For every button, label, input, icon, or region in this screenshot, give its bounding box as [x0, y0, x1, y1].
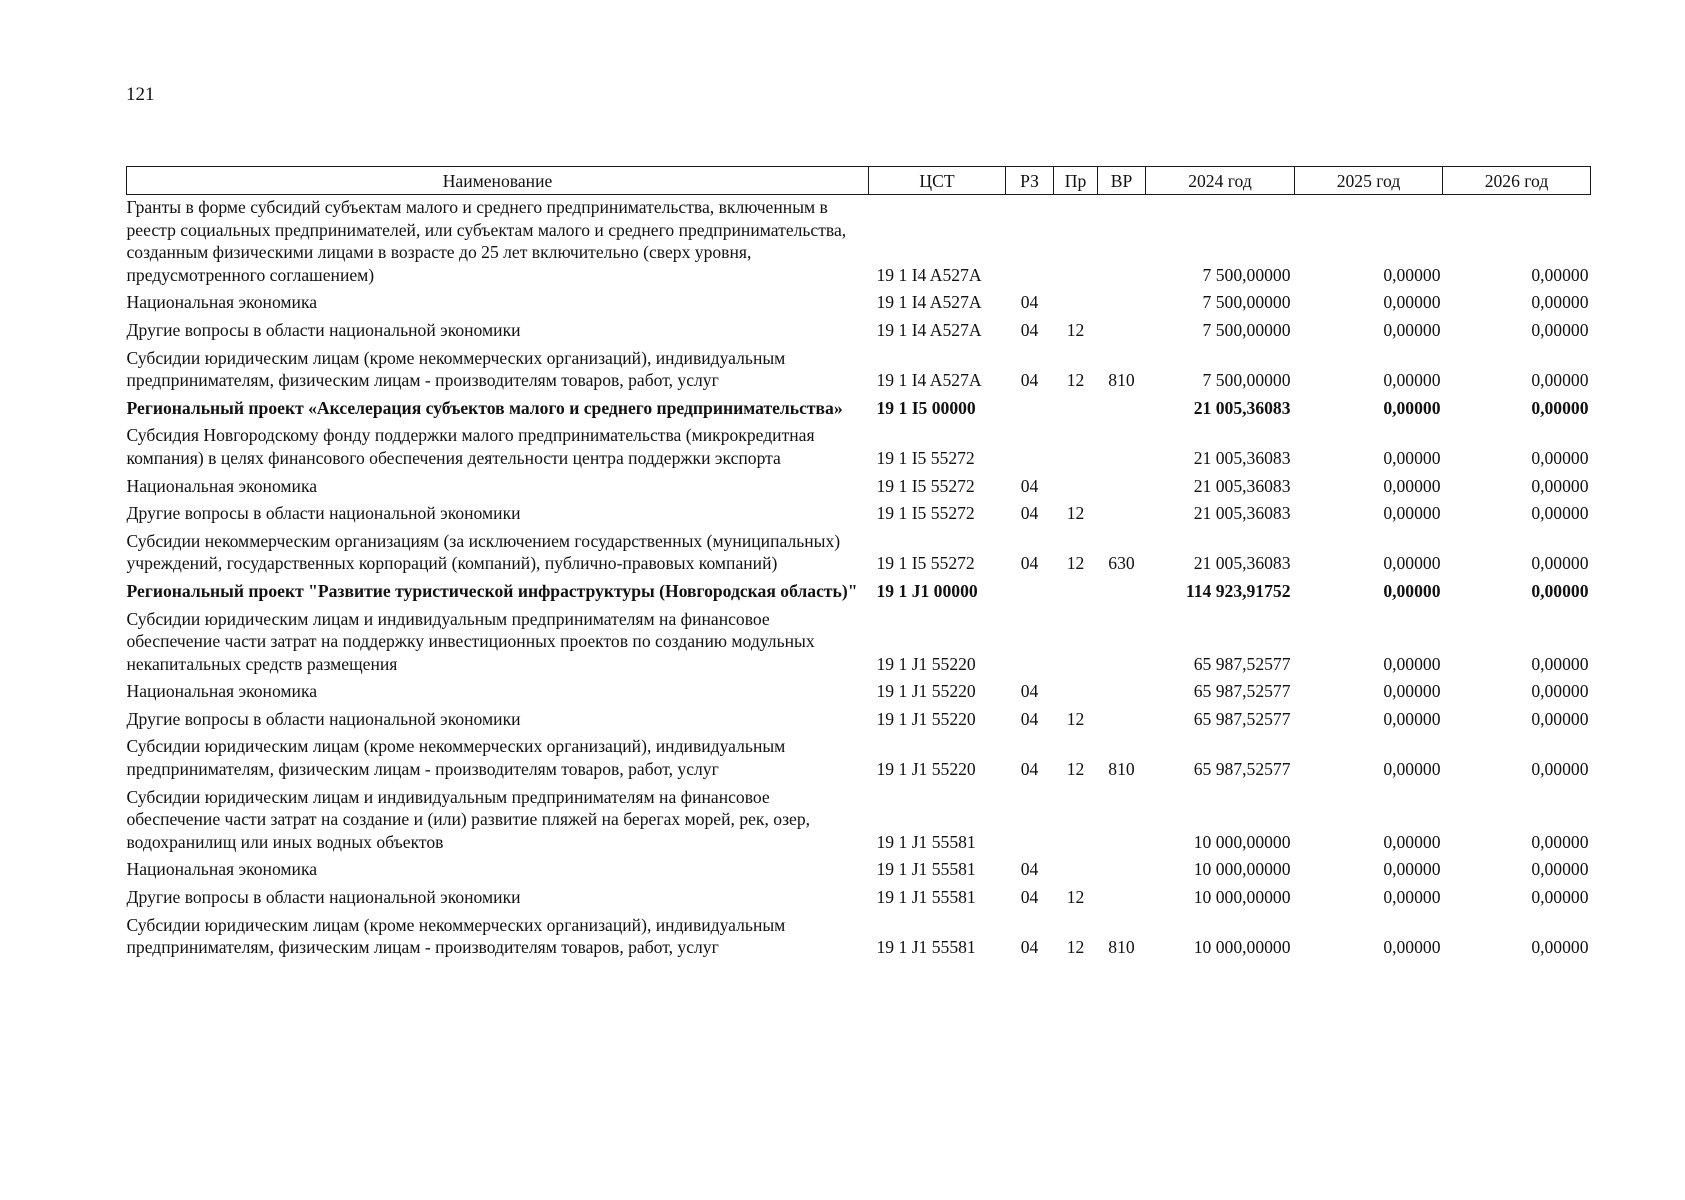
row-name: Национальная экономика [126, 292, 318, 313]
row-cst: 19 1 J1 55581 [876, 859, 976, 880]
row-amount-2026: 0,00000 [1531, 264, 1589, 285]
row-amount-2025: 0,00000 [1383, 580, 1441, 601]
row-pr: 12 [1066, 370, 1085, 391]
row-vr: 810 [1108, 937, 1135, 958]
row-amount-2024: 21 005,36083 [1193, 475, 1291, 496]
row-pr [1054, 474, 1098, 502]
row-amount-2025: 0,00000 [1383, 759, 1441, 780]
row-vr [1098, 195, 1146, 291]
row-rz: 04 [1020, 475, 1039, 496]
row-amount-2026: 0,00000 [1531, 831, 1589, 852]
row-amount-2026: 0,00000 [1531, 887, 1589, 908]
header-rz: РЗ [1006, 167, 1054, 195]
row-amount-2024: 7 500,00000 [1202, 370, 1291, 391]
row-amount-2026: 0,00000 [1531, 370, 1589, 391]
row-rz: 04 [1020, 503, 1039, 524]
row-amount-2024: 65 987,52577 [1193, 759, 1291, 780]
row-cst: 19 1 I5 55272 [876, 553, 975, 574]
row-vr [1098, 396, 1146, 424]
row-amount-2024: 10 000,00000 [1193, 887, 1291, 908]
row-vr [1098, 579, 1146, 607]
budget-table [126, 166, 1591, 963]
row-amount-2026: 0,00000 [1531, 937, 1589, 958]
table-row [127, 679, 1591, 707]
row-amount-2024: 21 005,36083 [1193, 447, 1291, 468]
row-pr [1054, 679, 1098, 707]
table-row [127, 195, 1591, 291]
row-amount-2024: 7 500,00000 [1202, 319, 1291, 340]
row-amount-2024: 65 987,52577 [1193, 708, 1291, 729]
row-vr [1098, 607, 1146, 680]
row-amount-2025: 0,00000 [1383, 370, 1441, 391]
table-row [127, 885, 1591, 913]
row-name: Региональный проект "Развитие туристической инфраструктуры (Новгородская область)" [126, 580, 858, 601]
row-amount-2026: 0,00000 [1531, 397, 1589, 418]
header-name: Наименование [127, 167, 869, 195]
row-pr: 12 [1066, 503, 1085, 524]
row-amount-2026: 0,00000 [1531, 319, 1589, 340]
row-amount-2024: 21 005,36083 [1193, 553, 1291, 574]
row-name: Субсидии некоммерческим организациям (за исключением государственных (муниципальных) учреждений, государственных корпораций (компаний), публично-правовых компаний) [126, 530, 841, 574]
row-name: Региональный проект «Акселерация субъектов малого и среднего предпринимательства» [126, 397, 843, 418]
row-name: Гранты в форме субсидий субъектам малого и среднего предпринимательства, включенным в реестр социальных предпринимателей, или субъектам малого и среднего предпринимательства, созданным физическими лицами в возрасте до 25 лет включительно (сверх уровня, предусмотренного соглашением) [126, 197, 847, 285]
row-pr [1054, 579, 1098, 607]
header-cst: ЦСТ [869, 167, 1006, 195]
row-rz [1006, 195, 1054, 291]
row-rz: 04 [1020, 292, 1039, 313]
row-amount-2026: 0,00000 [1531, 292, 1589, 313]
row-vr [1098, 885, 1146, 913]
row-pr [1054, 423, 1098, 473]
row-pr: 12 [1066, 937, 1085, 958]
row-pr: 12 [1066, 319, 1085, 340]
table-row [127, 346, 1591, 396]
table-row [127, 579, 1591, 607]
row-amount-2024: 114 923,91752 [1185, 580, 1291, 601]
row-amount-2025: 0,00000 [1383, 681, 1441, 702]
row-amount-2024: 10 000,00000 [1193, 937, 1291, 958]
row-rz: 04 [1020, 681, 1039, 702]
row-amount-2025: 0,00000 [1383, 292, 1441, 313]
row-pr [1054, 785, 1098, 858]
row-pr [1054, 290, 1098, 318]
table-row [127, 913, 1591, 963]
row-pr: 12 [1066, 759, 1085, 780]
table-row [127, 734, 1591, 784]
row-name: Субсидии юридическим лицам (кроме некоммерческих организаций), индивидуальным предпринимателям, физическим лицам - производителям товаров, работ, услуг [126, 736, 786, 780]
row-amount-2024: 7 500,00000 [1202, 292, 1291, 313]
row-amount-2025: 0,00000 [1383, 831, 1441, 852]
row-amount-2026: 0,00000 [1531, 553, 1589, 574]
row-amount-2026: 0,00000 [1531, 475, 1589, 496]
row-vr: 630 [1108, 553, 1135, 574]
row-amount-2024: 10 000,00000 [1193, 859, 1291, 880]
row-rz: 04 [1020, 319, 1039, 340]
row-name: Субсидии юридическим лицам (кроме некоммерческих организаций), индивидуальным предпринимателям, физическим лицам - производителям товаров, работ, услуг [126, 347, 786, 391]
row-name: Другие вопросы в области национальной экономики [126, 708, 521, 729]
header-year-2026: 2026 год [1443, 167, 1591, 195]
header-year-2025: 2025 год [1295, 167, 1443, 195]
row-amount-2025: 0,00000 [1383, 859, 1441, 880]
row-amount-2024: 10 000,00000 [1193, 831, 1291, 852]
row-amount-2026: 0,00000 [1531, 447, 1589, 468]
table-row [127, 474, 1591, 502]
row-pr [1054, 857, 1098, 885]
row-vr [1098, 318, 1146, 346]
row-rz [1006, 423, 1054, 473]
header-vr: ВР [1098, 167, 1146, 195]
row-name: Другие вопросы в области национальной экономики [126, 887, 521, 908]
row-name: Национальная экономика [126, 859, 318, 880]
row-amount-2025: 0,00000 [1383, 264, 1441, 285]
row-amount-2025: 0,00000 [1383, 475, 1441, 496]
row-amount-2026: 0,00000 [1531, 503, 1589, 524]
row-pr [1054, 195, 1098, 291]
row-rz: 04 [1020, 708, 1039, 729]
row-pr: 12 [1066, 887, 1085, 908]
row-name: Субсидии юридическим лицам и индивидуальным предпринимателям на финансовое обеспечение части затрат на создание и (или) развитие пляжей на берегах морей, рек, озер, водохранилищ или иных водных объектов [126, 786, 811, 852]
row-rz: 04 [1020, 759, 1039, 780]
row-cst: 19 1 J1 55220 [876, 681, 976, 702]
row-amount-2026: 0,00000 [1531, 580, 1589, 601]
row-rz: 04 [1020, 370, 1039, 391]
row-amount-2026: 0,00000 [1531, 859, 1589, 880]
row-amount-2025: 0,00000 [1383, 708, 1441, 729]
row-cst: 19 1 I4 A527A [876, 264, 982, 285]
row-cst: 19 1 J1 55581 [876, 831, 976, 852]
row-cst: 19 1 J1 55581 [876, 887, 976, 908]
row-cst: 19 1 I4 A527A [876, 292, 982, 313]
row-vr: 810 [1108, 370, 1135, 391]
table-row [127, 607, 1591, 680]
row-cst: 19 1 I5 00000 [876, 397, 976, 418]
row-vr: 810 [1108, 759, 1135, 780]
row-amount-2025: 0,00000 [1383, 503, 1441, 524]
row-rz: 04 [1020, 887, 1039, 908]
row-cst: 19 1 I4 A527A [876, 319, 982, 340]
row-rz: 04 [1020, 859, 1039, 880]
row-pr: 12 [1066, 708, 1085, 729]
row-pr [1054, 607, 1098, 680]
row-rz: 04 [1020, 553, 1039, 574]
row-vr [1098, 785, 1146, 858]
row-vr [1098, 474, 1146, 502]
table-row [127, 396, 1591, 424]
row-name: Субсидия Новгородскому фонду поддержки малого предпринимательства (микрокредитная компания) в целях финансового обеспечения деятельности центра поддержки экспорта [126, 425, 815, 468]
row-name: Национальная экономика [126, 681, 318, 702]
page-number: 121 [126, 84, 155, 105]
row-amount-2026: 0,00000 [1531, 653, 1589, 674]
row-cst: 19 1 J1 55220 [876, 708, 976, 729]
row-pr: 12 [1066, 553, 1085, 574]
row-name: Другие вопросы в области национальной экономики [126, 319, 521, 340]
row-vr [1098, 501, 1146, 529]
row-cst: 19 1 J1 00000 [876, 580, 978, 601]
row-pr [1054, 396, 1098, 424]
row-cst: 19 1 I5 55272 [876, 447, 975, 468]
row-vr [1098, 679, 1146, 707]
row-name: Субсидии юридическим лицам (кроме некоммерческих организаций), индивидуальным предпринимателям, физическим лицам - производителям товаров, работ, услуг [126, 914, 786, 958]
row-amount-2024: 7 500,00000 [1202, 264, 1291, 285]
row-amount-2025: 0,00000 [1383, 319, 1441, 340]
row-cst: 19 1 I5 55272 [876, 503, 975, 524]
table-row [127, 857, 1591, 885]
row-amount-2025: 0,00000 [1383, 653, 1441, 674]
row-amount-2025: 0,00000 [1383, 937, 1441, 958]
row-rz [1006, 607, 1054, 680]
row-cst: 19 1 I5 55272 [876, 475, 975, 496]
row-amount-2024: 65 987,52577 [1193, 653, 1291, 674]
table-row [127, 529, 1591, 579]
row-amount-2026: 0,00000 [1531, 759, 1589, 780]
header-pr: Пр [1054, 167, 1098, 195]
row-vr [1098, 707, 1146, 735]
row-rz [1006, 396, 1054, 424]
table-row [127, 318, 1591, 346]
table-body [127, 195, 1591, 963]
row-amount-2025: 0,00000 [1383, 447, 1441, 468]
row-amount-2026: 0,00000 [1531, 708, 1589, 729]
row-name: Другие вопросы в области национальной экономики [126, 503, 521, 524]
table-row [127, 423, 1591, 473]
row-amount-2024: 21 005,36083 [1193, 503, 1291, 524]
row-name: Субсидии юридическим лицам и индивидуальным предпринимателям на финансовое обеспечение части затрат на поддержку инвестиционных проектов по созданию модульных некапитальных средств размещения [126, 608, 815, 674]
table-row [127, 501, 1591, 529]
row-amount-2025: 0,00000 [1383, 887, 1441, 908]
row-amount-2026: 0,00000 [1531, 681, 1589, 702]
row-rz [1006, 579, 1054, 607]
row-cst: 19 1 J1 55220 [876, 759, 976, 780]
table-row [127, 707, 1591, 735]
row-amount-2025: 0,00000 [1383, 397, 1441, 418]
row-name: Национальная экономика [126, 475, 318, 496]
row-vr [1098, 290, 1146, 318]
row-cst: 19 1 J1 55220 [876, 653, 976, 674]
row-cst: 19 1 J1 55581 [876, 937, 976, 958]
row-vr [1098, 857, 1146, 885]
row-rz [1006, 785, 1054, 858]
row-amount-2025: 0,00000 [1383, 553, 1441, 574]
row-vr [1098, 423, 1146, 473]
header-row [127, 167, 1591, 195]
table-row [127, 785, 1591, 858]
row-cst: 19 1 I4 A527A [876, 370, 982, 391]
header-year-2024: 2024 год [1146, 167, 1295, 195]
row-amount-2024: 65 987,52577 [1193, 681, 1291, 702]
table-header [127, 167, 1591, 195]
table-row [127, 290, 1591, 318]
row-amount-2024: 21 005,36083 [1193, 397, 1291, 418]
row-rz: 04 [1020, 937, 1039, 958]
